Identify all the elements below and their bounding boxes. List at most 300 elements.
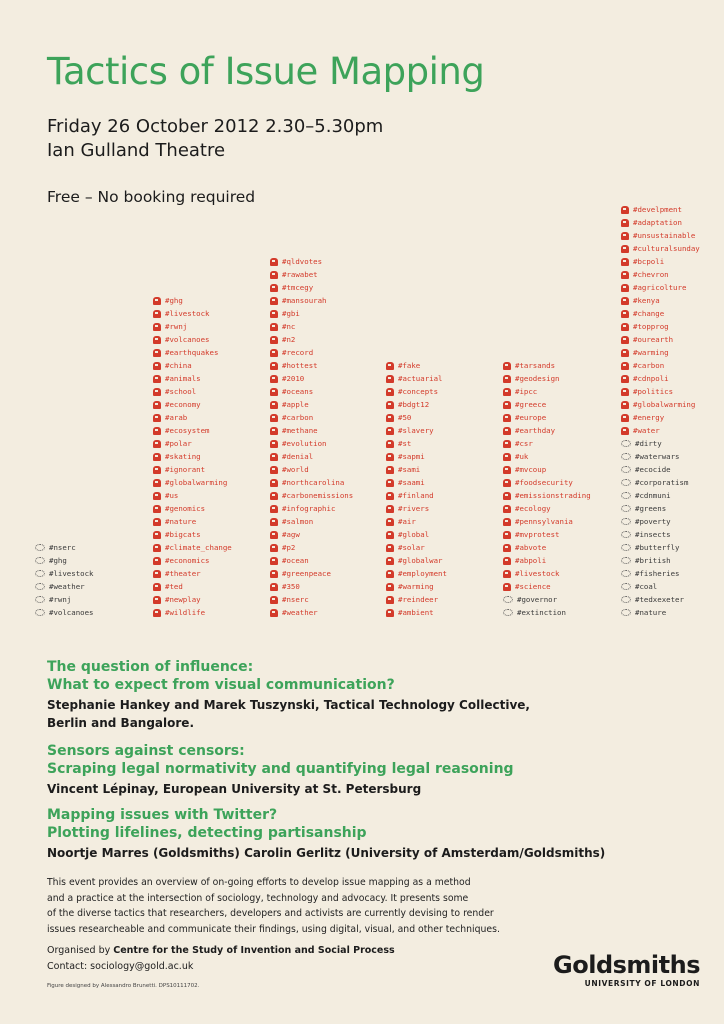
hashtag-label: #fake [398, 361, 421, 370]
hashtag-label: #volcanoes [165, 335, 210, 344]
hashtag-label: #employment [398, 569, 447, 578]
bird-icon [270, 583, 278, 591]
bird-icon [386, 401, 394, 409]
hashtag-label: #bdgt12 [398, 400, 430, 409]
page-title: Tactics of Issue Mapping [47, 50, 485, 93]
hashtag-item [35, 541, 76, 554]
hashtag-label: #uk [515, 452, 529, 461]
talk-1 [47, 658, 530, 732]
event-date: Friday 26 October 2012 2.30–5.30pm [47, 116, 384, 137]
hashtag-label: #volcanoes [49, 608, 94, 617]
hashtag-item [153, 593, 201, 606]
hashtag-item [503, 515, 573, 528]
bird-icon [621, 284, 629, 292]
bird-icon [153, 440, 161, 448]
bird-icon [386, 375, 394, 383]
hashtag-label: #denial [282, 452, 314, 461]
dotted-circle-icon [621, 505, 631, 512]
hashtag-label: #carbonemissions [282, 491, 354, 500]
hashtag-item [270, 515, 313, 528]
hashtag-item [270, 411, 313, 424]
bird-icon [503, 518, 511, 526]
hashtag-item [153, 450, 201, 463]
dotted-circle-icon [35, 557, 45, 564]
hashtag-label: #unsustainable [633, 231, 696, 240]
hashtag-label: #abvote [515, 543, 547, 552]
hashtag-label: #theater [165, 569, 201, 578]
hashtag-label: #earthday [515, 426, 556, 435]
bird-icon [386, 531, 394, 539]
talk-speakers: Stephanie Hankey and Marek Tuszynski, Tactical Technology Collective, [47, 698, 530, 712]
hashtag-item [153, 554, 210, 567]
hashtag-label: #bigcats [165, 530, 201, 539]
hashtag-item [621, 463, 671, 476]
bird-icon [270, 336, 278, 344]
hashtag-item [153, 515, 196, 528]
description-line: and a practice at the intersection of sociology, technology and advocacy. It presents some [47, 892, 469, 904]
hashtag-item [153, 489, 178, 502]
hashtag-item [153, 476, 227, 489]
hashtag-label: #rawabet [282, 270, 318, 279]
hashtag-item [153, 541, 232, 554]
hashtag-label: #nserc [49, 543, 76, 552]
hashtag-item [386, 398, 429, 411]
bird-icon [153, 414, 161, 422]
bird-icon [270, 440, 278, 448]
bird-icon [153, 362, 161, 370]
hashtag-item [270, 398, 309, 411]
bird-icon [270, 297, 278, 305]
bird-icon [270, 557, 278, 565]
hashtag-label: #ocean [282, 556, 309, 565]
hashtag-label: #mvprotest [515, 530, 560, 539]
hashtag-item [270, 580, 300, 593]
hashtag-label: #rwnj [165, 322, 188, 331]
hashtag-item [270, 593, 309, 606]
hashtag-label: #northcarolina [282, 478, 345, 487]
bird-icon [153, 310, 161, 318]
bird-icon [386, 570, 394, 578]
dotted-circle-icon [621, 596, 631, 603]
hashtag-label: #ambient [398, 608, 434, 617]
dotted-circle-icon [35, 544, 45, 551]
talk-speakers: Vincent Lépinay, European University at St. Petersburg [47, 782, 422, 796]
hashtag-item [386, 593, 438, 606]
hashtag-label: #agricolture [633, 283, 687, 292]
hashtag-item [503, 580, 551, 593]
bird-icon [153, 518, 161, 526]
admission-note: Free – No booking required [47, 188, 256, 206]
bird-icon [386, 544, 394, 552]
bird-icon [270, 570, 278, 578]
hashtag-item [621, 567, 680, 580]
hashtag-item [386, 502, 429, 515]
hashtag-label: #greenpeace [282, 569, 331, 578]
bird-icon [270, 388, 278, 396]
dotted-circle-icon [621, 531, 631, 538]
hashtag-item [270, 463, 309, 476]
hashtag-label: #concepts [398, 387, 439, 396]
hashtag-item [270, 359, 318, 372]
bird-icon [270, 427, 278, 435]
hashtag-item [503, 593, 557, 606]
bird-icon [621, 362, 629, 370]
bird-icon [270, 479, 278, 487]
bird-icon [386, 362, 394, 370]
organiser-block [47, 943, 395, 975]
description-line: issues researcheable and communicate their findings, using digital, visual, and other techniques. [47, 923, 500, 935]
bird-icon [153, 336, 161, 344]
bird-icon [503, 466, 511, 474]
hashtag-label: #change [633, 309, 665, 318]
dotted-circle-icon [621, 479, 631, 486]
hashtag-item [386, 385, 438, 398]
hashtag-label: #globalwarming [165, 478, 228, 487]
hashtag-item [153, 567, 201, 580]
hashtag-item [270, 307, 300, 320]
bird-icon [503, 440, 511, 448]
dotted-circle-icon [621, 466, 631, 473]
hashtag-label: #rwnj [49, 595, 72, 604]
bird-icon [386, 414, 394, 422]
bird-icon [270, 284, 278, 292]
bird-icon [270, 453, 278, 461]
hashtag-item [270, 476, 344, 489]
hashtag-item [621, 294, 660, 307]
dotted-circle-icon [35, 570, 45, 577]
bird-icon [270, 466, 278, 474]
hashtag-label: #p2 [282, 543, 296, 552]
hashtag-item [386, 515, 416, 528]
hashtag-label: #governor [517, 595, 558, 604]
hashtag-item [386, 554, 443, 567]
bird-icon [153, 583, 161, 591]
hashtag-item [503, 489, 591, 502]
bird-icon [270, 531, 278, 539]
hashtag-label: #water [633, 426, 660, 435]
hashtag-item [153, 307, 210, 320]
bird-icon [503, 583, 511, 591]
hashtag-label: #livestock [515, 569, 560, 578]
hashtag-item [153, 463, 205, 476]
hashtag-label: #air [398, 517, 416, 526]
hashtag-item [35, 554, 67, 567]
hashtag-label: #science [515, 582, 551, 591]
goldsmiths-logo [553, 952, 700, 988]
hashtag-item [35, 593, 71, 606]
hashtag-label: #gbi [282, 309, 300, 318]
hashtag-item [621, 476, 688, 489]
bird-icon [270, 609, 278, 617]
hashtag-label: #develpment [633, 205, 682, 214]
hashtag-item [621, 242, 700, 255]
bird-icon [386, 557, 394, 565]
hashtag-label: #carbon [282, 413, 314, 422]
dotted-circle-icon [621, 557, 631, 564]
hashtag-label: #agw [282, 530, 300, 539]
hashtag-label: #topprog [633, 322, 669, 331]
hashtag-label: #geodesign [515, 374, 560, 383]
dotted-circle-icon [35, 596, 45, 603]
hashtag-label: #ghg [49, 556, 67, 565]
hashtag-label: #earthquakes [165, 348, 219, 357]
description-line: of the diverse tactics that researchers, developers and activists are currently devising to render [47, 908, 494, 920]
hashtag-item [153, 294, 183, 307]
hashtag-item [503, 463, 546, 476]
bird-icon [386, 492, 394, 500]
hashtag-item [386, 463, 420, 476]
event-venue: Ian Gulland Theatre [47, 140, 226, 161]
hashtag-label: #evolution [282, 439, 327, 448]
hashtag-label: #emissionstrading [515, 491, 591, 500]
talk-speakers-cont: Berlin and Bangalore. [47, 716, 195, 730]
hashtag-item [386, 528, 429, 541]
contact-line: Contact: sociology@gold.ac.uk [47, 961, 194, 972]
hashtag-label: #economy [165, 400, 201, 409]
hashtag-item [153, 346, 218, 359]
hashtag-label: #qldvotes [282, 257, 323, 266]
hashtag-label: #methane [282, 426, 318, 435]
hashtag-item [153, 528, 201, 541]
hashtag-label: #bcpoli [633, 257, 665, 266]
hashtag-label: #tedxexeter [635, 595, 684, 604]
bird-icon [270, 323, 278, 331]
hashtag-item [35, 580, 85, 593]
hashtag-item [503, 385, 537, 398]
hashtag-label: #greens [635, 504, 667, 513]
bird-icon [153, 570, 161, 578]
bird-icon [153, 479, 161, 487]
hashtag-label: #europe [515, 413, 547, 422]
hashtag-item [621, 203, 682, 216]
bird-icon [386, 427, 394, 435]
hashtag-label: #st [398, 439, 412, 448]
hashtag-label: #n2 [282, 335, 296, 344]
bird-icon [153, 427, 161, 435]
dotted-circle-icon [621, 570, 631, 577]
hashtag-label: #carbon [633, 361, 665, 370]
bird-icon [153, 388, 161, 396]
hashtag-label: #nature [165, 517, 197, 526]
hashtag-label: #cdnpoli [633, 374, 669, 383]
dotted-circle-icon [621, 440, 631, 447]
hashtag-label: #nc [282, 322, 296, 331]
bird-icon [503, 401, 511, 409]
hashtag-item [270, 567, 331, 580]
hashtag-item [503, 502, 551, 515]
hashtag-item [621, 437, 662, 450]
dotted-circle-icon [621, 492, 631, 499]
hashtag-label: #solar [398, 543, 425, 552]
hashtag-label: #insects [635, 530, 671, 539]
hashtag-item [153, 385, 196, 398]
bird-icon [153, 557, 161, 565]
hashtag-item [621, 541, 680, 554]
hashtag-label: #foodsecurity [515, 478, 573, 487]
hashtag-item [621, 307, 664, 320]
bird-icon [153, 505, 161, 513]
bird-icon [153, 609, 161, 617]
hashtag-item [503, 424, 555, 437]
bird-icon [270, 596, 278, 604]
hashtag-label: #2010 [282, 374, 305, 383]
hashtag-item [621, 411, 664, 424]
talk-subtitle: Scraping legal normativity and quantifying legal reasoning [47, 761, 514, 777]
hashtag-item [503, 450, 528, 463]
hashtag-item [270, 489, 353, 502]
hashtag-label: #warming [633, 348, 669, 357]
hashtag-item [386, 567, 447, 580]
hashtag-label: #infographic [282, 504, 336, 513]
hashtag-label: #kenya [633, 296, 660, 305]
bird-icon [270, 401, 278, 409]
hashtag-item [386, 476, 425, 489]
hashtag-item [621, 372, 669, 385]
hashtag-item [35, 606, 94, 619]
hashtag-item [503, 411, 546, 424]
bird-icon [503, 453, 511, 461]
talk-speakers: Noortje Marres (Goldsmiths) Carolin Gerlitz (University of Amsterdam/Goldsmiths) [47, 846, 606, 860]
hashtag-item [503, 476, 573, 489]
bird-icon [621, 427, 629, 435]
bird-icon [386, 388, 394, 396]
bird-icon [386, 518, 394, 526]
bird-icon [503, 531, 511, 539]
hashtag-item [503, 359, 555, 372]
bird-icon [503, 544, 511, 552]
bird-icon [270, 505, 278, 513]
bird-icon [270, 310, 278, 318]
hashtag-label: #coal [635, 582, 658, 591]
bird-icon [153, 466, 161, 474]
hashtag-label: #school [165, 387, 197, 396]
hashtag-label: #record [282, 348, 314, 357]
hashtag-item [153, 333, 210, 346]
bird-icon [503, 505, 511, 513]
bird-icon [503, 388, 511, 396]
hashtag-label: #corporatism [635, 478, 689, 487]
figure-credit: Figure designed by Alessandro Brunetti. DPS10111702. [47, 983, 200, 989]
bird-icon [153, 544, 161, 552]
hashtag-label: #livestock [165, 309, 210, 318]
hashtag-label: #ecosystem [165, 426, 210, 435]
dotted-circle-icon [621, 518, 631, 525]
hashtag-label: #world [282, 465, 309, 474]
bird-icon [270, 544, 278, 552]
bird-icon [270, 258, 278, 266]
hashtag-label: #hottest [282, 361, 318, 370]
hashtag-label: #finland [398, 491, 434, 500]
bird-icon [621, 414, 629, 422]
hashtag-label: #extinction [517, 608, 566, 617]
hashtag-item [270, 437, 327, 450]
dotted-circle-icon [35, 609, 45, 616]
bird-icon [621, 219, 629, 227]
bird-icon [153, 375, 161, 383]
hashtag-label: #salmon [282, 517, 314, 526]
hashtag-item [621, 580, 657, 593]
bird-icon [270, 518, 278, 526]
hashtag-item [270, 502, 335, 515]
bird-icon [621, 401, 629, 409]
bird-icon [386, 466, 394, 474]
bird-icon [153, 401, 161, 409]
bird-icon [621, 206, 629, 214]
bird-icon [270, 492, 278, 500]
hashtag-item [270, 528, 300, 541]
hashtag-item [153, 424, 210, 437]
hashtag-item [621, 606, 666, 619]
hashtag-item [153, 411, 187, 424]
hashtag-item [386, 580, 434, 593]
hashtag-label: #abpoli [515, 556, 547, 565]
talk-title: The question of influence: [47, 659, 254, 675]
hashtag-label: #climate_change [165, 543, 232, 552]
hashtag-item [621, 554, 671, 567]
hashtag-label: #us [165, 491, 179, 500]
bird-icon [621, 323, 629, 331]
hashtag-item [153, 359, 192, 372]
bird-icon [621, 388, 629, 396]
hashtag-label: #china [165, 361, 192, 370]
bird-icon [270, 414, 278, 422]
hashtag-label: #fisheries [635, 569, 680, 578]
hashtag-item [386, 450, 425, 463]
hashtag-item [270, 294, 327, 307]
bird-icon [386, 453, 394, 461]
talk-subtitle: What to expect from visual communication? [47, 677, 395, 693]
hashtag-item [621, 268, 669, 281]
hashtag-label: #ecology [515, 504, 551, 513]
hashtag-item [386, 489, 434, 502]
bird-icon [503, 557, 511, 565]
bird-icon [386, 596, 394, 604]
bird-icon [153, 596, 161, 604]
hashtag-item [621, 216, 682, 229]
hashtag-label: #ignorant [165, 465, 206, 474]
dotted-circle-icon [35, 583, 45, 590]
hashtag-item [153, 606, 205, 619]
hashtag-item [621, 346, 669, 359]
hashtag-label: #rivers [398, 504, 430, 513]
hashtag-label: #saami [398, 478, 425, 487]
hashtag-label: #ghg [165, 296, 183, 305]
hashtag-label: #politics [633, 387, 674, 396]
logo-subtitle: UNIVERSITY OF LONDON [584, 979, 700, 988]
talk-title: Sensors against censors: [47, 743, 245, 759]
hashtag-item [270, 320, 295, 333]
bird-icon [270, 271, 278, 279]
hashtag-item [270, 554, 309, 567]
hashtag-label: #nature [635, 608, 667, 617]
hashtag-item [270, 281, 313, 294]
hashtag-label: #sapmi [398, 452, 425, 461]
hashtag-label: #ecocide [635, 465, 671, 474]
hashtag-item [153, 580, 183, 593]
hashtag-label: #energy [633, 413, 665, 422]
hashtag-item [621, 229, 695, 242]
hashtag-item [621, 593, 684, 606]
hashtag-item [270, 450, 313, 463]
hashtag-item [270, 268, 318, 281]
hashtag-item [503, 437, 533, 450]
hashtag-item [270, 255, 322, 268]
hashtag-label: #50 [398, 413, 412, 422]
bird-icon [621, 310, 629, 318]
hashtag-label: #culturalsunday [633, 244, 700, 253]
hashtag-label: #animals [165, 374, 201, 383]
organised-by-label: Organised by [47, 945, 114, 956]
